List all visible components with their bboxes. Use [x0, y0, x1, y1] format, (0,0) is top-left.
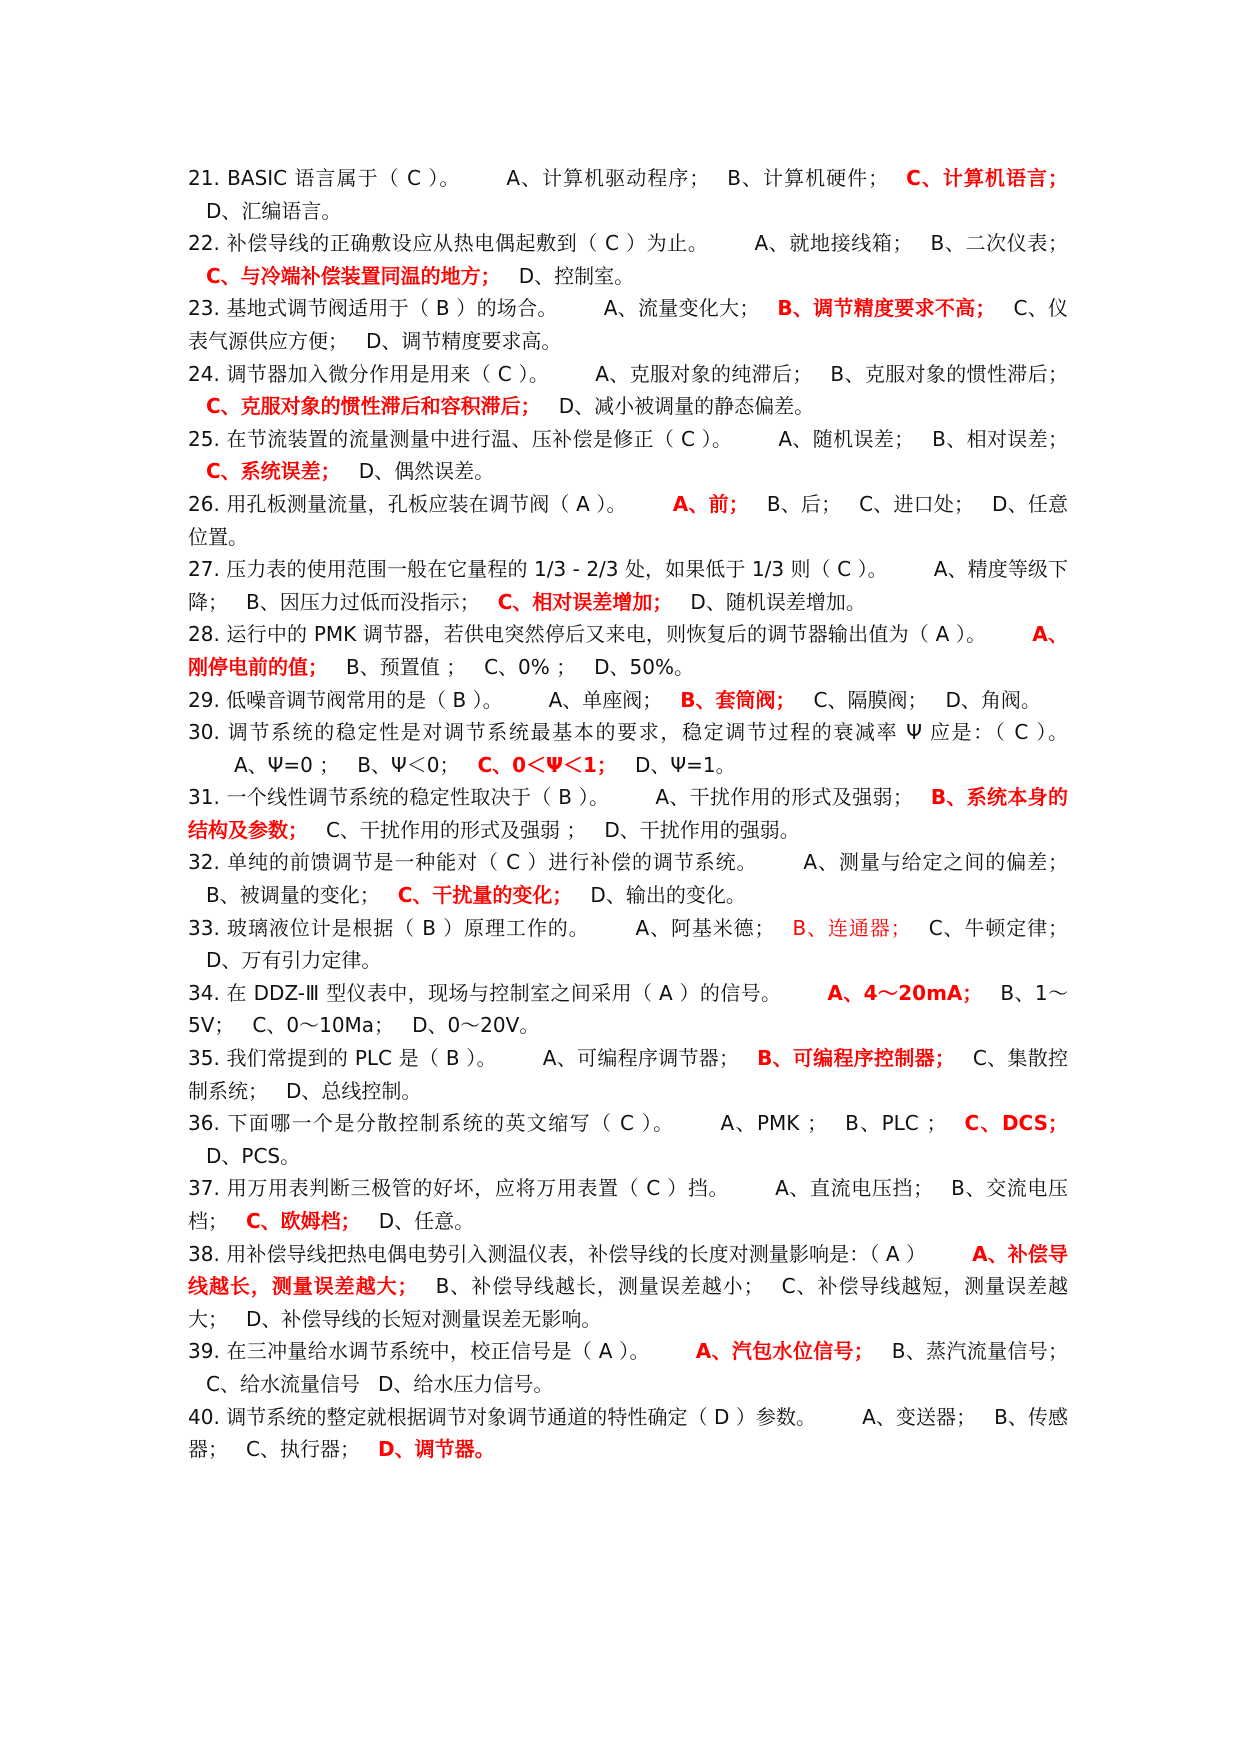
answer-option: D、角阀。 [945, 687, 1041, 712]
question-q23 [188, 292, 1068, 357]
correct-answer-option: C、相对误差增加； [497, 589, 673, 614]
correct-answer-option: C、克服对象的惯性滞后和容积滞后； [206, 394, 541, 419]
answer-option: D、PCS。 [206, 1143, 301, 1168]
question-stem: 39. 在三冲量给水调节系统中，校正信号是（ A ）。 [188, 1339, 650, 1364]
answer-option: A、Ψ=0 ； [234, 752, 340, 777]
question-stem: 32. 单纯的前馈调节是一种能对（ C ）进行补偿的调节系统。 [188, 850, 758, 875]
answer-option: B、补偿导线越长，测量误差越小； [435, 1274, 764, 1299]
correct-answer-option: C、计算机语言； [906, 166, 1068, 190]
answer-option: D、给水压力信号。 [377, 1371, 554, 1396]
question-stem: 22. 补偿导线的正确敷设应从热电偶起敷到（ C ）为止。 [188, 231, 709, 256]
answer-option: C、干扰作用的形式及强弱 ； [326, 817, 587, 842]
answer-option: A、精度等级下降； [188, 557, 1068, 614]
correct-answer-option: C、欧姆档； [246, 1209, 361, 1233]
correct-answer-option: C、与冷端补偿装置同温的地方； [206, 263, 501, 288]
correct-answer-option: C、0＜Ψ＜1； [477, 752, 617, 777]
answer-option: A、直流电压挡； [775, 1176, 934, 1201]
answer-option: A、干扰作用的形式及强弱； [655, 785, 913, 810]
question-q36 [188, 1107, 1068, 1172]
answer-option: D、任意。 [378, 1209, 475, 1233]
answer-option: B、相对误差； [932, 426, 1068, 451]
correct-answer-option: A、补偿导线越长，测量误差越大； [188, 1241, 1069, 1299]
answer-option: B、Ψ＜0； [357, 752, 460, 777]
question-q38 [188, 1238, 1068, 1336]
question-stem: 35. 我们常提到的 PLC 是（ B ）。 [188, 1046, 497, 1071]
question-stem: 30. 调节系统的稳定性是对调节系统最基本的要求，稳定调节过程的衰减率 Ψ 应是：（ C ）。 [188, 720, 1068, 745]
answer-option: C、0% ； [484, 654, 577, 679]
answer-option: D、控制室。 [518, 263, 635, 288]
question-q27 [188, 553, 1068, 618]
answer-option: D、偶然误差。 [358, 459, 495, 484]
question-q35 [188, 1042, 1068, 1107]
answer-option: A、测量与给定之间的偏差； [803, 850, 1069, 875]
answer-option: D、汇编语言。 [206, 198, 342, 223]
question-stem: 38. 用补偿导线把热电偶电势引入测温仪表，补偿导线的长度对测量影响是：（ A ） [188, 1241, 927, 1266]
question-list [188, 162, 1068, 1466]
answer-option: B、因压力过低而没指示； [246, 589, 480, 614]
answer-option: A、随机误差； [778, 426, 915, 451]
question-stem: 21. BASIC 语言属于（ C ）。 [188, 166, 461, 190]
answer-option: D、0～20V。 [412, 1013, 540, 1038]
answer-option: C、执行器； [246, 1437, 360, 1462]
answer-option: C、仪表气源供应方便； [188, 296, 1068, 353]
answer-option: B、蒸汽流量信号； [891, 1339, 1069, 1364]
question-q30 [188, 716, 1068, 781]
question-stem: 29. 低噪音调节阀常用的是（ B ）。 [188, 687, 503, 712]
answer-option: A、克服对象的纯滞后； [595, 361, 813, 386]
answer-option: B、被调量的变化； [206, 883, 380, 908]
question-stem: 25. 在节流装置的流量测量中进行温、压补偿是修正（ C ）。 [188, 426, 733, 451]
answer-option: B、交流电压档； [188, 1176, 1068, 1233]
answer-option: D、Ψ=1。 [634, 752, 736, 777]
question-q24 [188, 358, 1068, 423]
correct-answer-option: B、连通器； [792, 915, 911, 940]
answer-option: C、牛顿定律； [928, 915, 1068, 940]
correct-answer-option: B、调节精度要求不高； [777, 296, 996, 321]
question-stem: 36. 下面哪一个是分散控制系统的英文缩写（ C ）。 [188, 1111, 675, 1136]
question-q32 [188, 846, 1068, 911]
answer-option: D、随机误差增加。 [690, 589, 866, 614]
question-q37 [188, 1172, 1068, 1237]
answer-option: D、总线控制。 [286, 1078, 422, 1103]
correct-answer-option: A、4～20mA； [827, 980, 983, 1005]
answer-option: D、干扰作用的强弱。 [604, 817, 800, 842]
answer-option: A、就地接线箱； [754, 231, 913, 256]
question-q39 [188, 1335, 1068, 1400]
question-stem: 31. 一个线性调节系统的稳定性取决于（ B ）。 [188, 785, 610, 810]
question-q22 [188, 227, 1068, 292]
question-stem: 37. 用万用表判断三极管的好坏，应将万用表置（ C ）挡。 [188, 1176, 730, 1201]
answer-option: A、计算机驱动程序； [506, 166, 710, 190]
question-q29 [188, 684, 1068, 717]
answer-option: C、集散控制系统； [188, 1046, 1069, 1103]
question-stem: 24. 调节器加入微分作用是用来（ C ）。 [188, 361, 550, 386]
correct-answer-option: A、前； [672, 491, 749, 516]
answer-option: D、补偿导线的长短对测量误差无影响。 [246, 1306, 602, 1331]
correct-answer-option: C、DCS； [964, 1111, 1069, 1136]
question-stem: 40. 调节系统的整定就根据调节对象调节通道的特性确定（ D ）参数。 [188, 1404, 817, 1429]
question-q25 [188, 423, 1068, 488]
answer-option: B、传感器； [188, 1404, 1068, 1462]
answer-option: B、后； [766, 491, 842, 516]
question-q26 [188, 488, 1068, 553]
question-stem: 26. 用孔板测量流量，孔板应装在调节阀（ A ）。 [188, 491, 627, 516]
answer-option: A、单座阀； [548, 687, 663, 712]
answer-option: B、预置值 ； [346, 654, 467, 679]
answer-option: C、补偿导线越短，测量误差越大； [188, 1274, 1069, 1331]
answer-option: A、阿基米德； [635, 915, 775, 940]
answer-option: B、计算机硬件； [727, 166, 889, 190]
answer-option: A、流量变化大； [603, 296, 760, 321]
answer-option: D、50%。 [594, 654, 694, 679]
question-q34 [188, 977, 1068, 1042]
answer-option: D、调节精度要求高。 [366, 328, 562, 353]
correct-answer-option: B、系统本身的结构及参数； [188, 785, 1068, 842]
question-stem: 23. 基地式调节阀适用于（ B ）的场合。 [188, 296, 558, 321]
answer-option: D、减小被调量的静态偏差。 [558, 394, 815, 419]
answer-option: C、给水流量信号 [206, 1371, 360, 1396]
question-stem: 33. 玻璃液位计是根据（ B ）原理工作的。 [188, 915, 590, 940]
question-stem: 28. 运行中的 PMK 调节器，若供电突然停后又来电，则恢复后的调节器输出值为（ A ）。 [188, 622, 987, 647]
correct-answer-option: D、调节器。 [377, 1437, 495, 1462]
answer-option: B、克服对象的惯性滞后； [830, 361, 1068, 386]
answer-option: C、隔膜阀； [813, 687, 928, 712]
answer-option: D、输出的变化。 [590, 883, 746, 908]
question-q31 [188, 781, 1068, 846]
answer-option: A、可编程序调节器； [542, 1046, 740, 1071]
answer-option: B、1～5V； [188, 980, 1068, 1038]
correct-answer-option: C、干扰量的变化； [397, 883, 573, 908]
question-q28 [188, 618, 1068, 683]
correct-answer-option: B、可编程序控制器； [757, 1046, 955, 1071]
answer-option: C、0～10Ma； [252, 1013, 395, 1038]
answer-option: A、PMK ； [720, 1111, 828, 1136]
answer-option: D、任意位置。 [188, 491, 1069, 549]
question-stem: 27. 压力表的使用范围一般在它量程的 1/3 - 2/3 处，如果低于 1/3 则（ C ）。 [188, 557, 888, 582]
question-stem: 34. 在 DDZ-Ⅲ 型仪表中，现场与控制室之间采用（ A ）的信号。 [188, 980, 782, 1005]
answer-option: C、进口处； [859, 491, 975, 516]
question-q40 [188, 1401, 1068, 1466]
correct-answer-option: C、系统误差； [206, 459, 341, 484]
question-q21 [188, 162, 1068, 227]
answer-option: B、PLC ； [845, 1111, 947, 1136]
answer-option: A、变送器； [862, 1404, 977, 1429]
correct-answer-option: B、套筒阀； [680, 687, 796, 712]
correct-answer-option: A、刚停电前的值； [188, 622, 1068, 679]
answer-option: D、万有引力定律。 [206, 948, 382, 973]
correct-answer-option: A、汽包水位信号； [695, 1339, 874, 1364]
answer-option: B、二次仪表； [930, 231, 1068, 256]
question-q33 [188, 912, 1068, 977]
